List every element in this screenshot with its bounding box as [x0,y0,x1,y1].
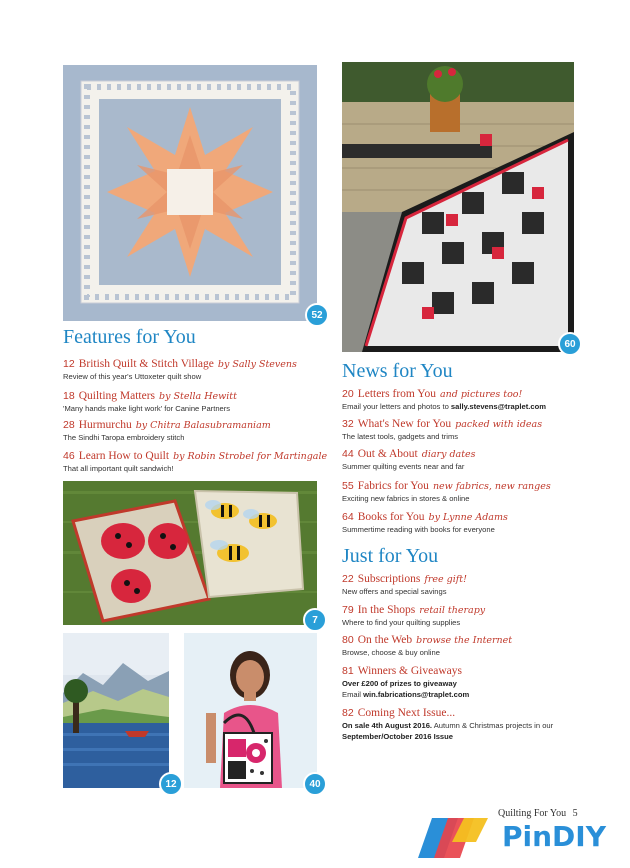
features-title: Features for You [63,326,196,348]
news-item-44[interactable] [342,448,607,472]
pindiy-brand-text: PinDIY [502,820,606,853]
entry-description: Summer quilting events near and far [342,462,465,471]
news-item-20[interactable] [342,388,607,412]
just-item-81[interactable] [342,665,607,700]
entry-description: Where to find your quilting supplies [342,618,461,627]
entry-tagline: diary dates [421,449,476,460]
entry-title: Books for You [357,511,425,523]
news-item-64[interactable] [342,511,607,535]
entry-page-number: 79 [342,604,354,616]
entry-page-number: 80 [342,634,354,646]
entry-page-number: 22 [342,573,354,585]
entry-tagline: retail therapy [419,605,486,616]
garden-quilt-illustration [342,62,574,352]
just-title: Just for You [342,545,439,567]
entry-tagline: free gift! [424,574,467,585]
features-item-28[interactable] [63,419,328,443]
entry-byline: by Stella Hewitt [159,391,237,402]
photo-cushions [63,481,317,625]
entry-description: Review of this year's Uttoxeter quilt show [63,372,202,381]
features-item-46[interactable] [63,450,328,474]
just-item-22[interactable] [342,573,607,597]
just-item-82[interactable] [342,707,607,742]
entry-title: Learn How to Quilt [78,450,170,462]
entry-description: Over £200 of prizes to giveaway [342,679,457,688]
news-item-55[interactable] [342,480,607,504]
page-badge-12[interactable]: 12 [159,772,183,796]
entry-page-number: 12 [63,358,75,370]
entry-byline: by Lynne Adams [428,512,508,523]
just-item-79[interactable] [342,604,607,628]
photo-garden-quilt [342,62,574,352]
entry-description: The Sindhi Taropa embroidery stitch [63,433,185,442]
entry-page-number: 18 [63,390,75,402]
entry-page-number: 28 [63,419,75,431]
entry-description: Email your letters and photos to sally.stevens@traplet.com [342,402,546,411]
pindiy-watermark [418,812,628,862]
photo-star-quilt [63,65,317,321]
entry-description: On sale 4th August 2016. Autumn & Christmas projects in our [342,721,554,730]
page-badge-40[interactable]: 40 [303,772,327,796]
pindiy-logo-icon [418,812,504,862]
entry-description: The latest tools, gadgets and trims [342,432,459,441]
entry-tagline: and pictures too! [439,389,523,400]
entry-title: What's New for You [357,418,452,430]
entry-title: Letters from You [357,388,436,400]
entry-title: Hurmurchu [78,419,132,431]
letters-email[interactable]: sally.stevens@traplet.com [450,402,546,411]
entry-title: Quilting Matters [78,390,156,402]
features-item-12[interactable] [63,358,328,382]
page-badge-7[interactable]: 7 [303,608,327,632]
entry-title: On the Web [357,634,413,646]
entry-tagline: packed with ideas [455,419,543,430]
star-quilt-illustration [63,65,317,321]
entry-description: Browse, choose & buy online [342,648,440,657]
entry-title: British Quilt & Stitch Village [78,358,214,370]
entry-description-email: Email win.fabrications@traplet.com [342,690,470,699]
photo-bag-model [184,633,317,788]
page-badge-60[interactable]: 60 [558,332,582,356]
entry-byline: by Robin Strobel for Martingale [173,451,328,462]
entry-description: New offers and special savings [342,587,447,596]
entry-page-number: 20 [342,388,354,400]
entry-page-number: 44 [342,448,354,460]
entry-title: Winners & Giveaways [357,665,462,677]
entry-page-number: 82 [342,707,354,719]
entry-page-number: 46 [63,450,75,462]
entry-byline: by Sally Stevens [217,359,297,370]
entry-title: Coming Next Issue... [357,707,456,719]
entry-page-number: 64 [342,511,354,523]
entry-byline: by Chitra Balasubramaniam [135,420,271,431]
entry-title: Fabrics for You [357,480,429,492]
news-item-32[interactable] [342,418,607,442]
entry-description: That all important quilt sandwich! [63,464,174,473]
bag-model-illustration [184,633,317,788]
entry-title: In the Shops [357,604,416,616]
entry-description: Summertime reading with books for everyone [342,525,495,534]
entry-description: Exciting new fabrics in stores & online [342,494,470,503]
magazine-name: Quilting For You [498,808,567,819]
cushions-illustration [63,481,317,625]
just-item-80[interactable] [342,634,607,658]
page-badge-52[interactable]: 52 [305,303,329,327]
entry-description-issue: September/October 2016 Issue [342,732,454,741]
features-item-18[interactable] [63,390,328,414]
lake-quilt-illustration [63,633,169,788]
entry-page-number: 55 [342,480,354,492]
entry-description: 'Many hands make light work' for Canine Partners [63,404,231,413]
entry-page-number: 32 [342,418,354,430]
entry-title: Out & About [357,448,418,460]
page-number: 5 [572,808,578,819]
entry-title: Subscriptions [357,573,421,585]
news-title: News for You [342,360,453,382]
entry-page-number: 81 [342,665,354,677]
entry-tagline: new fabrics, new ranges [432,481,551,492]
photo-lake-quilt [63,633,169,788]
entry-tagline: browse the Internet [416,635,513,646]
win-email[interactable]: win.fabrications@traplet.com [363,690,470,699]
